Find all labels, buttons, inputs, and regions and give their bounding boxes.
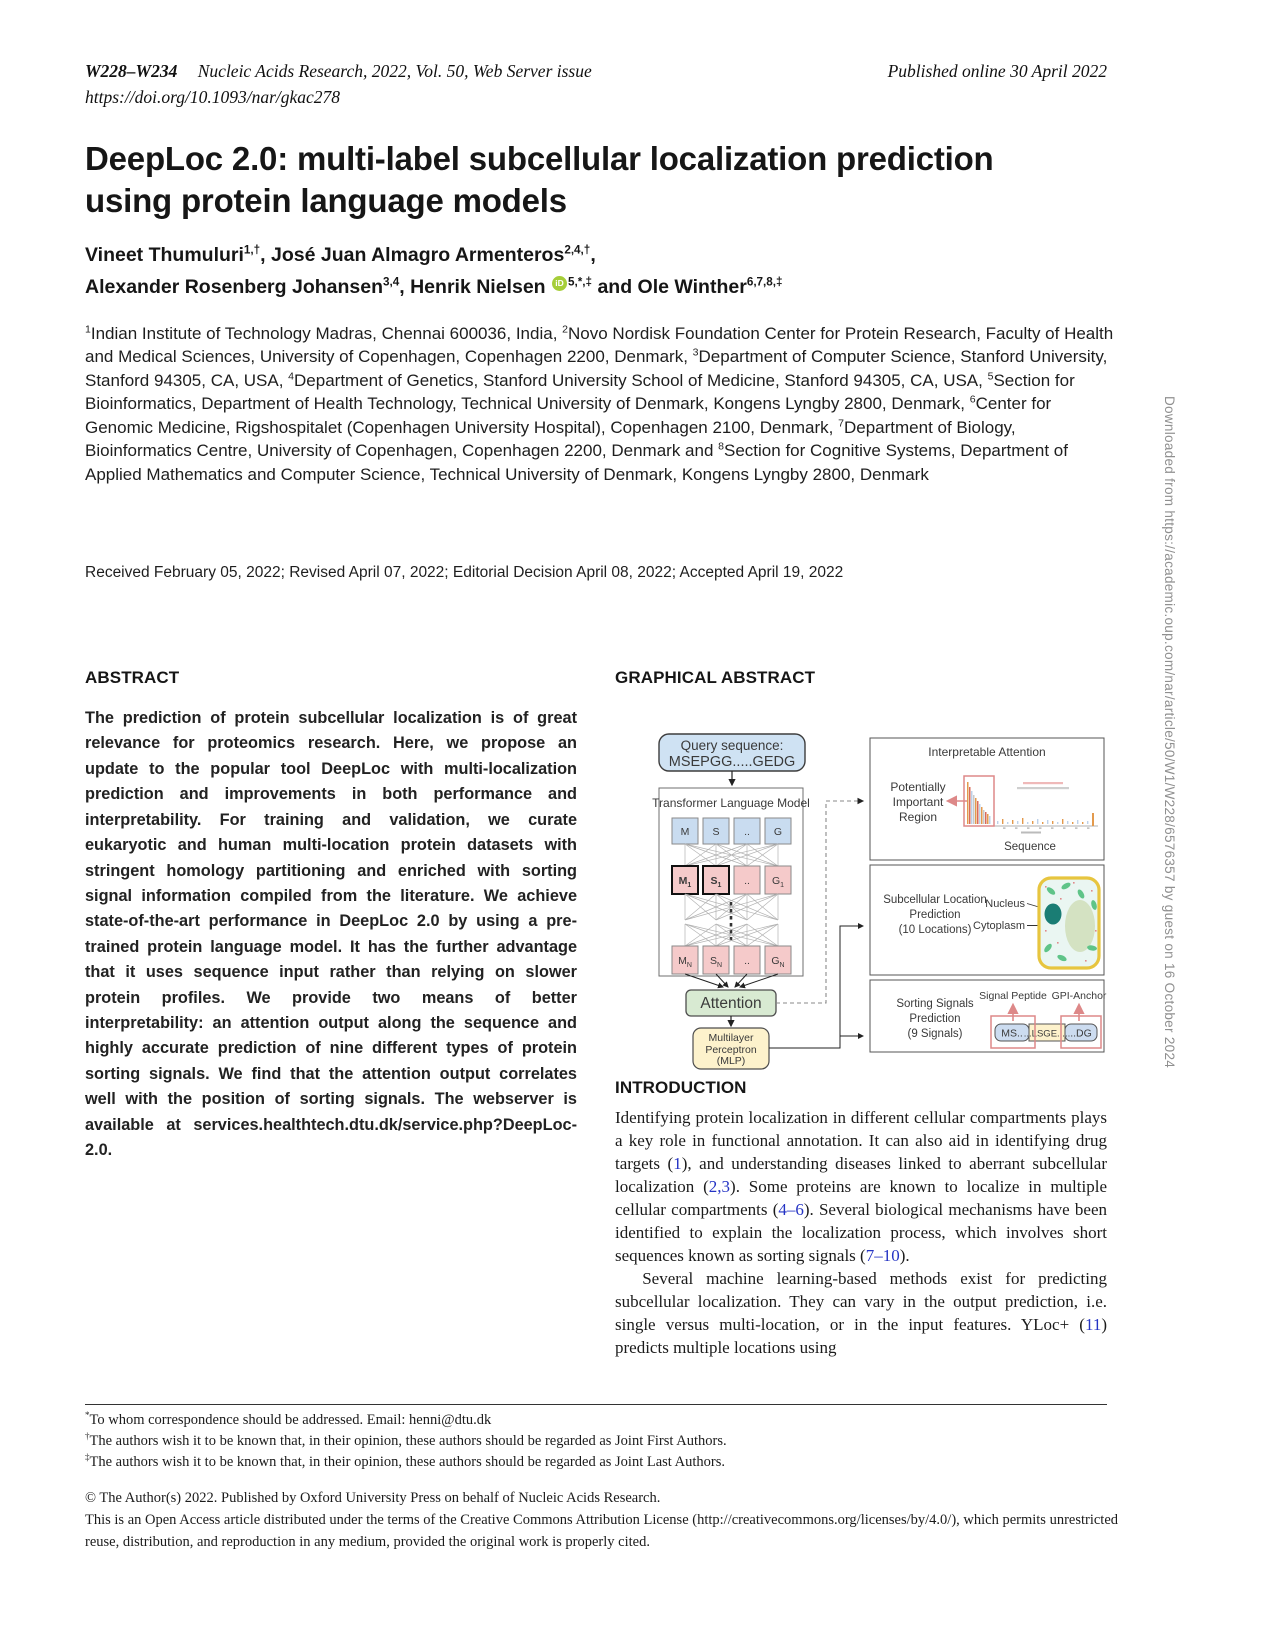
author-list	[85, 240, 1065, 303]
page-range: W228–W234	[85, 61, 178, 81]
svg-text:Sorting Signals: Sorting Signals	[896, 998, 974, 1010]
svg-text:Prediction: Prediction	[909, 1013, 961, 1025]
svg-text:Nucleus: Nucleus	[985, 898, 1025, 910]
right-column	[615, 668, 1107, 1428]
svg-text:Query sequence:: Query sequence:	[680, 738, 784, 753]
journal-header	[85, 58, 1107, 111]
reference-link[interactable]: 7–10	[865, 1246, 900, 1265]
svg-text:GPI-Anchor: GPI-Anchor	[1051, 990, 1107, 1002]
doi-link[interactable]: https://doi.org/10.1093/nar/gkac278	[85, 87, 341, 108]
svg-text:Multilayer: Multilayer	[708, 1032, 754, 1044]
graphical-abstract-heading: GRAPHICAL ABSTRACT	[615, 668, 816, 687]
svg-text:M: M	[680, 826, 690, 838]
abstract-heading: ABSTRACT	[85, 668, 180, 687]
abstract-body: The prediction of protein subcellular localization is of great relevance for proteomics research. Here, we propose an update to the popular tool DeepLoc with multi-localization prediction and improvements in both performance and interpretability. For training and validation, we curate eukaryotic and human multi-location protein datasets with stringent homology partitioning and enriched with sorting signal information compiled from the literature. We achieve state-of-the-art performance in DeepLoc 2.0 by using a pre-trained protein language model. It has the further advantage that it uses sequence input rather than relying on slower protein profiles. We provide two means of better interpretability: an attention output along the sequence and highly accurate prediction of nine different types of protein sorting signals. We find that the attention output correlates well with the position of sorting signals. The webserver is available at services.healthtech.dtu.dk/service.php?DeepLoc-2.0.	[85, 709, 577, 1160]
copyright-block	[85, 1488, 1127, 1553]
introduction-heading: INTRODUCTION	[615, 1078, 747, 1097]
svg-text:M1: $M_1$	[678, 875, 692, 889]
abstract-column	[85, 668, 577, 1164]
nucleus-shape	[1045, 904, 1062, 925]
joint-last-authors-note: ‡The authors wish it to be known that, in their opinion, these authors should be regarded as Joint Last Authors.	[85, 1452, 725, 1471]
svg-text:G: G	[773, 826, 783, 838]
svg-text:Prediction: Prediction	[909, 909, 961, 921]
svg-text:Important: Important	[892, 795, 944, 809]
svg-text:Subcellular Location: Subcellular Location	[883, 894, 987, 906]
svg-text:GN: $G_N$	[771, 955, 785, 969]
reference-link[interactable]: 1	[673, 1154, 682, 1173]
svg-text:..: ..	[744, 826, 750, 838]
svg-text:Sequence: Sequence	[1004, 841, 1056, 853]
svg-text:(9 Signals): (9 Signals)	[907, 1028, 963, 1040]
cytoplasm-blob	[1065, 900, 1095, 952]
author-line-2: Alexander Rosenberg Johansen$^{3,4}$, Henrik Nielsen iD $^{5,*,\ddagger}$ and Ole Winther$^{6,7,8,\ddagger}$	[85, 275, 783, 298]
published-online: Published online 30 April 2022	[887, 61, 1107, 81]
cell-illustration	[1039, 878, 1099, 968]
svg-text:..: ..	[744, 875, 750, 887]
reference-link[interactable]: 2,3	[708, 1177, 731, 1196]
svg-text:Potentially: Potentially	[890, 780, 946, 794]
correspondence-note: *To whom correspondence should be addressed. Email: henni@dtu.dk	[85, 1410, 492, 1428]
panel-interpretable-attention	[870, 738, 1104, 860]
svg-text:(10 Locations): (10 Locations)	[898, 924, 972, 936]
svg-text:SN: $S_N$	[709, 955, 723, 969]
svg-text:S1: $S_1$	[710, 875, 722, 889]
panel-subcellular-location	[870, 865, 1104, 975]
svg-text:G1: $G_1$	[771, 875, 785, 889]
mlp-box	[693, 1028, 769, 1069]
graphical-abstract-figure	[615, 698, 1107, 1072]
svg-text:MS..: MS..	[1001, 1027, 1023, 1040]
copyright-line: © The Author(s) 2022. Published by Oxford University Press on behalf of Nucleic Acids Research.	[85, 1490, 661, 1506]
svg-text:..: ..	[744, 955, 750, 967]
transformer-language-model-box	[652, 788, 810, 976]
journal-name: Nucleic Acids Research, 2022, Vol. 50, Web Server issue	[197, 61, 592, 81]
svg-text:MSEPGG.....GEDG: MSEPGG.....GEDG	[668, 754, 796, 770]
svg-text:(MLP): (MLP)	[716, 1055, 746, 1067]
received-dates: Received February 05, 2022; Revised April 07, 2022; Editorial Decision April 08, 2022; Accepted April 19, 2022	[85, 564, 844, 581]
svg-text:Perceptron: Perceptron	[705, 1044, 757, 1056]
svg-text:...LSGE.....: ...LSGE.....	[1023, 1028, 1071, 1040]
svg-text:Region: Region	[898, 810, 938, 824]
svg-text:S: S	[712, 826, 720, 838]
affiliations: $^1$Indian Institute of Technology Madras, Chennai 600036, India, $^2$Novo Nordisk Foundation Center for Protein Research, Faculty of Health and Medical Sciences, University of Copenhagen, Copenhagen 2200, Denmark, $^3$Department of Computer Science, Stanford University, Stanford 94305, CA, USA, $^4$Department of Genetics, Stanford University School of Medicine, Stanford 94305, CA, USA, $^5$Section for Bioinformatics, Department of Health Technology, Technical University of Denmark, Kongens Lyngby 2800, Denmark, $^6$Center for Genomic Medicine, Rigshospitalet (Copenhagen University Hospital), Copenhagen 2100, Denmark, $^7$Department of Biology, Bioinformatics Centre, University of Copenhagen, Copenhagen 2200, Denmark and $^8$Section for Cognitive Systems, Department of Applied Mathematics and Computer Science, Technical University of Denmark, Kongens Lyngby 2800, Denmark	[85, 323, 1114, 484]
svg-text:Cytoplasm: Cytoplasm	[973, 920, 1025, 932]
intro-paragraph-2: Several machine learning-based methods exist for predicting subcellular localization. They can vary in the output prediction, i.e. single versus multi-location, or in the input features. YLoc+ (11) predicts multiple locations using	[615, 1269, 1107, 1357]
journal-citation	[85, 58, 592, 84]
sequence-bar	[995, 1024, 1097, 1041]
introduction-body	[615, 1106, 1107, 1359]
svg-text:Transformer Language Model: Transformer Language Model	[652, 796, 810, 810]
svg-text:Attention: Attention	[700, 995, 762, 1012]
download-watermark: Downloaded from https://academic.oup.com/nar/article/50/W1/W228/6576357 by guest on 16 October 2024	[1162, 396, 1177, 1069]
query-sequence-box	[659, 734, 805, 771]
svg-text:..DG: ..DG	[1070, 1027, 1092, 1040]
license-line: This is an Open Access article distributed under the terms of the Creative Commons Attribution License (http://creativecommons.org/licenses/by/4.0/), which permits unrestricted reuse, distribution, and reproduction in any medium, provided the original work is properly cited.	[85, 1511, 1119, 1550]
joint-first-authors-note: †The authors wish it to be known that, in their opinion, these authors should be regarded as Joint First Authors.	[85, 1431, 727, 1450]
reference-link[interactable]: 11	[1084, 1315, 1102, 1334]
intro-paragraph-1: Identifying protein localization in different cellular compartments plays a key role in functional annotation. It can also aid in identifying drug targets (1), and understanding diseases linked to aberrant subcellular localization (2,3). Some proteins are known to localize in multiple cellular compartments (4–6). Several biological mechanisms have been identified to explain the localization process, which involves short sequences known as sorting signals (7–10).	[615, 1108, 1107, 1265]
svg-text:Interpretable Attention: Interpretable Attention	[928, 745, 1046, 759]
footnote-rule	[85, 1404, 1107, 1405]
panel-sorting-signals	[870, 980, 1107, 1052]
attention-box	[686, 990, 776, 1016]
reference-link[interactable]: 4–6	[778, 1200, 804, 1219]
svg-text:Signal Peptide: Signal Peptide	[979, 990, 1047, 1002]
author-line-1: Vineet Thumuluri$^{1,\dagger}$, José Juan Almagro Armenteros$^{2,4,\dagger}$,	[85, 243, 596, 266]
orcid-icon[interactable]: iD	[552, 276, 567, 291]
page-title: DeepLoc 2.0: multi-label subcellular localization prediction using protein language models	[85, 140, 994, 219]
svg-text:MN: $M_N$	[678, 955, 692, 969]
footnotes	[85, 1404, 1107, 1473]
